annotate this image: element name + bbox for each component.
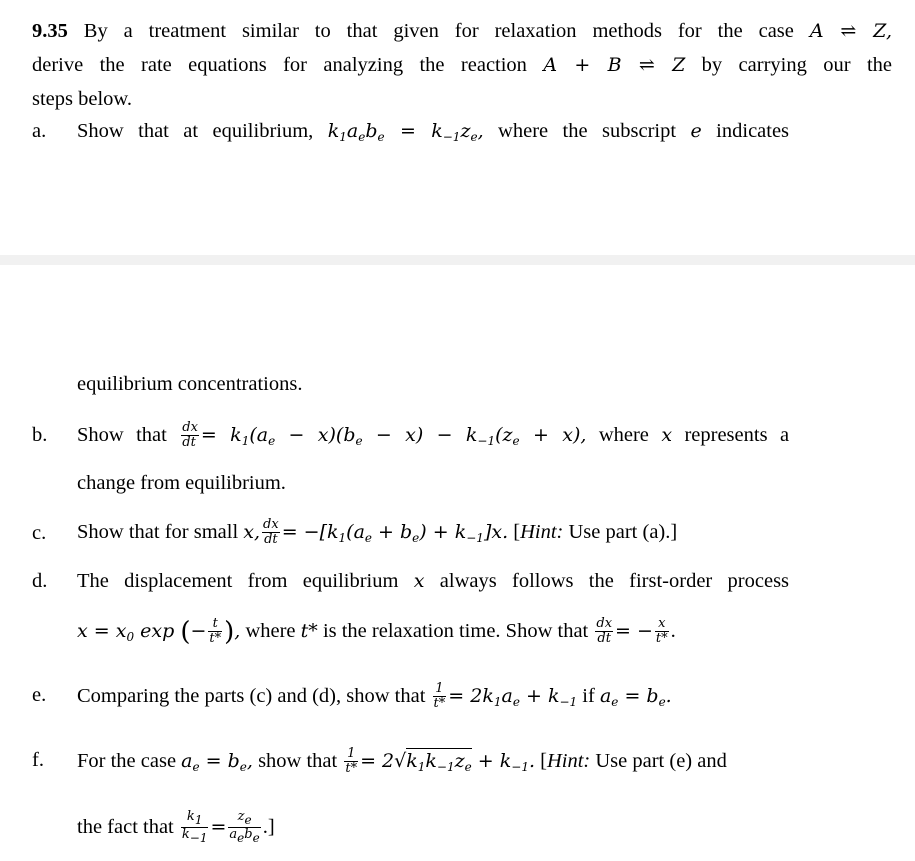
page-separator bbox=[0, 255, 915, 265]
problem-intro-line-2: derive the rate equations for analyzing the reaction A + B ⇌ Z by carrying our the bbox=[32, 54, 893, 76]
relaxation-equation: = $2k_1a_e + k_{-1}$ bbox=[448, 685, 578, 710]
dx-dt-fraction: $\frac{dx}{dt}$ bbox=[182, 420, 198, 450]
sqrt-equation: = $2√k_1k_{-1}z_e + k_{-1}$. bbox=[360, 750, 536, 775]
part-b-label: b. bbox=[32, 424, 48, 446]
decay-equation: $x = x_0$ exp (− bbox=[77, 617, 207, 647]
part-e-line-1: Comparing the parts (c) and (d), show that $\frac{1}{t*}$ = $2k_1a_e + k_{-1}$ if $a_e = b_e$. bbox=[77, 681, 672, 711]
part-f-line-1: For the case $a_e = b_e$, show that $\frac{1}{t*}$ = $2√k_1k_{-1}z_e + k_{-1}$. [Hint: Use part (e) and bbox=[77, 746, 727, 776]
part-b-line-1: Show that $\frac{dx}{dt}$ = $k_1(a_e - x)(b_e - x) - k_{-1}(z_e + x)$, where x represents a bbox=[77, 420, 790, 450]
problem-intro-line-1: 9.35 By a treatment similar to that given for relaxation methods for the case A ⇌ Z, bbox=[32, 20, 893, 42]
part-d-line-2: $x = x_0$ exp (− $\frac{t}{t*}$ ), where t* is the relaxation time. Show that $\frac{dx}{dt}$ = − $\frac{x}{t*}$ . bbox=[77, 615, 676, 647]
part-b-line-2: change from equilibrium. bbox=[77, 472, 286, 494]
linearized-equation: = $-[k_1(a_e + b_e) + k_{-1}]x$. bbox=[281, 521, 509, 546]
equation-a-z: A ⇌ Z, bbox=[809, 20, 893, 42]
part-a-line-2: equilibrium concentrations. bbox=[77, 373, 303, 395]
equilibrium-ratio: $\frac{z_e}{a_eb_e}$ bbox=[229, 809, 260, 845]
part-f-label: f. bbox=[32, 749, 44, 771]
part-a-label: a. bbox=[32, 120, 47, 142]
problem-number: 9.35 bbox=[32, 20, 68, 42]
part-c-line-1: Show that for small x, $\frac{dx}{dt}$ = $-[k_1(a_e + b_e) + k_{-1}]x$. [Hint: Use part (a).] bbox=[77, 517, 678, 547]
rate-equation: = $k_1(a_e - x)(b_e - x) - k_{-1}(z_e + x)$, bbox=[200, 424, 587, 449]
part-a-line-1: Show that at equilibrium, $k_1a_eb_e = k_{-1}z_e$, where the subscript e indicates bbox=[77, 120, 790, 144]
equation-reaction: A + B ⇌ Z bbox=[543, 54, 686, 76]
part-d-line-1: The displacement from equilibrium x always follows the first-order process bbox=[77, 570, 790, 592]
part-f-line-2: the fact that $\frac{k_1}{k_{-1}}$ = $\frac{z_e}{a_eb_e}$ .] bbox=[77, 809, 275, 845]
equilibrium-equation: $k_1a_eb_e = k_{-1}z_e$, bbox=[327, 120, 484, 144]
problem-intro-line-3: steps below. bbox=[32, 88, 133, 110]
part-c-label: c. bbox=[32, 522, 47, 544]
part-d-label: d. bbox=[32, 570, 48, 592]
part-e-label: e. bbox=[32, 684, 47, 706]
